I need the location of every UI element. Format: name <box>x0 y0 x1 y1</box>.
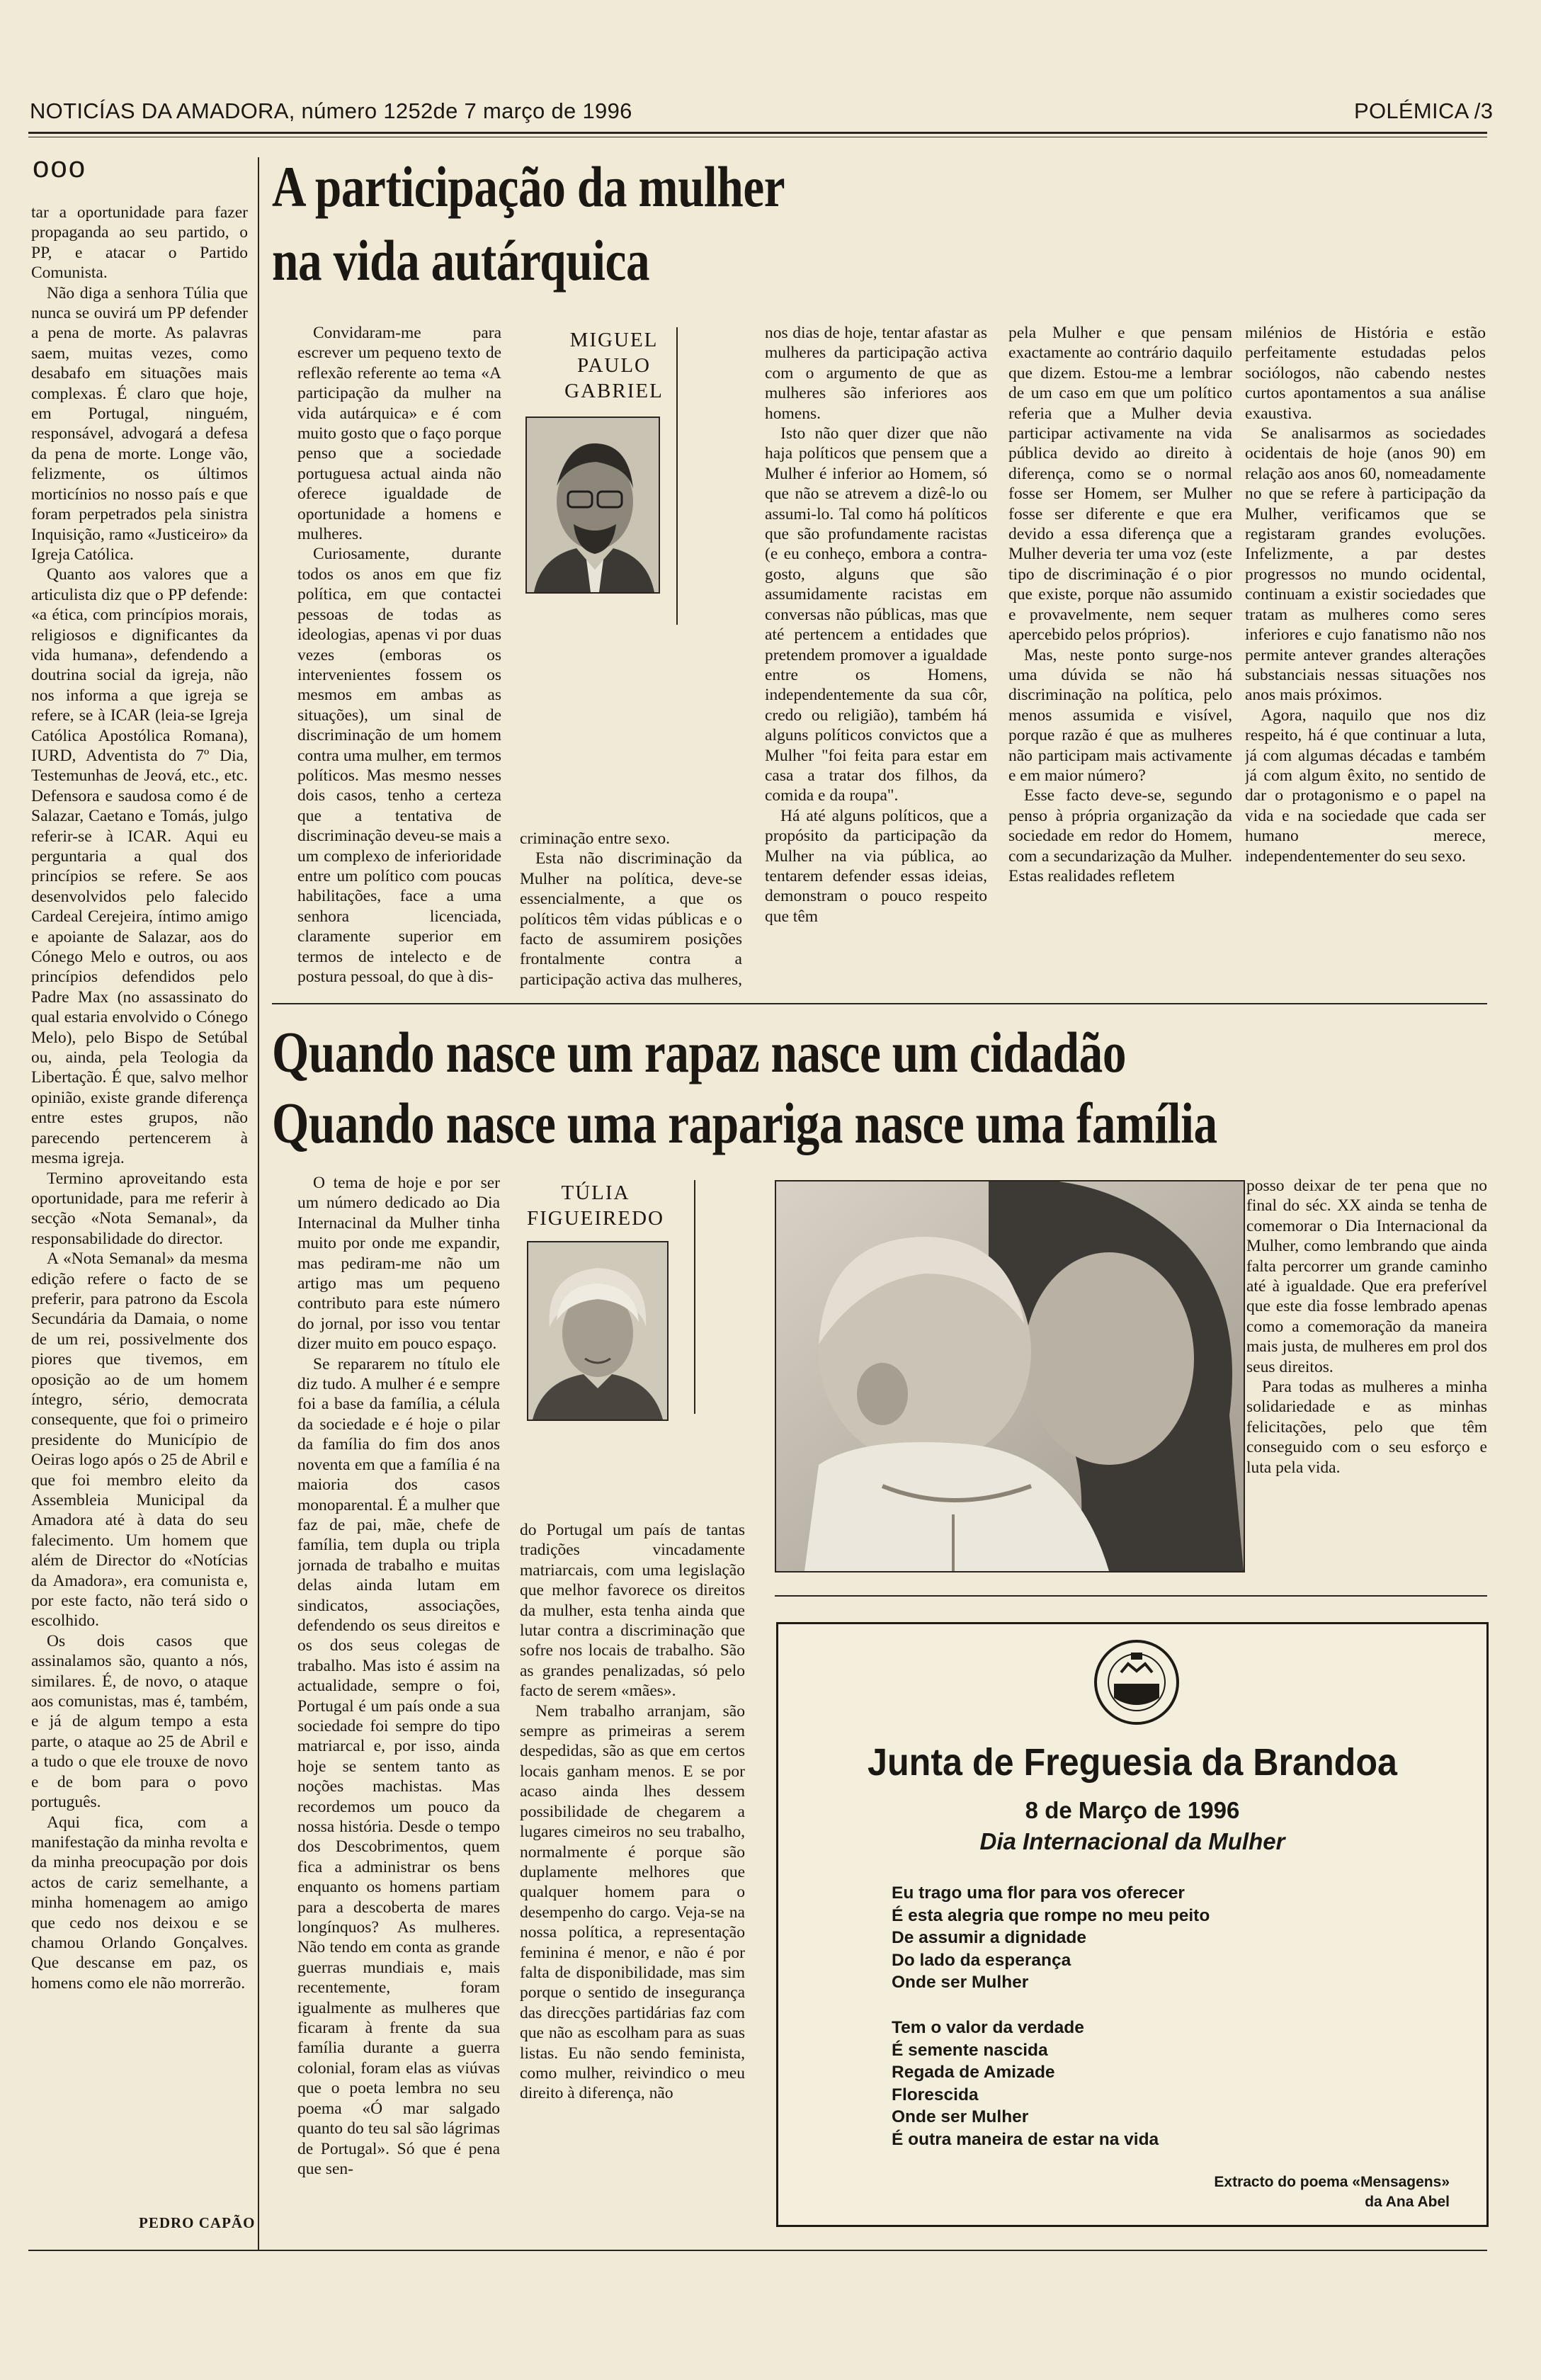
article2-byline: TÚLIA FIGUEIREDO <box>527 1182 664 1230</box>
article2-paragraph: Se repararem no título ele diz tudo. A mulher é e sempre foi a base da família, a célula da sociedade e é hoje o pilar da família do fim dos anos noventa em que a família é na maioria dos casos monoparental. É a mulher que faz de pai, mãe, chefe de família, tem dupla ou tripla jornada de trabalho e muitas delas ainda lutam em sindicatos, associações, defendendo os seus direitos e os dos seus colegas de trabalho. Mas isto é assim na actualidade, sempre o foi, Portugal é um país onde a sua sociedade foi sempre do tipo matriarcal e, por isso, ainda hoje se sentem tanto as noções machistas. Mas recordemos um pouco da nossa história. Desde o tempo dos Descobrimentos, quem fica a administrar os bens enquanto os homens partiam para a descoberta de mares longínquos? As mulheres. Não tendo em conta as grande guerras mundiais e, mais recentemente, foram igualmente as mulheres que ficaram à frente da sua família durante a guerra colonial, foram elas as viúvas que o poeta lembra no seu poema «Ó mar salgado quanto do teu sal são lágrimas de Portugal». Só que é pena que sen- <box>297 1354 500 2178</box>
junta-freguesia-brandoa-ad <box>776 1622 1489 2227</box>
byline-rule <box>676 327 678 625</box>
ad-subtitle: Dia Internacional da Mulher <box>979 1828 1285 1854</box>
left-article-paragraph: tar a oportunidade para fazer propaganda ao seu partido, o PP, e atacar o Partido Comunista. <box>31 203 248 283</box>
section-divider <box>272 1003 1487 1004</box>
poem-line: Do lado da esperança <box>892 1950 1071 1970</box>
left-article-signature: PEDRO CAPÃO <box>139 2214 256 2231</box>
continuation-ornament: ooo <box>33 150 87 183</box>
article1-column-1 <box>297 323 501 992</box>
poem-line: Onde ser Mulher <box>892 1973 1029 1992</box>
article2-column-3 <box>1246 1176 1487 1558</box>
ad-poem-stanza-1 <box>892 1882 1210 1994</box>
article2-paragraph: Nem trabalho arranjam, são sempre as primeiras a serem despedidas, são as que em certos locais ganham menos. E se por acaso ainda lhes dessem possibilidade de chegarem a lugares cimeiros no seu trabalho, normalmente é porque são duplamente melhores que qualquer homem para o desempenho do cargo. Veja-se na nossa política, a representação feminina é menor, e não é por falta de disponibilidade, mas sim porque o sentido de insegurança das direcções partidárias faz com que não as escolham para as suas listas. Eu não sendo feminista, como mulher, reivindico o meu direito à diferença, não <box>520 1701 745 2103</box>
poem-line: Tem o valor da verdade <box>892 2018 1084 2037</box>
article1-paragraph: Isto não quer dizer que não haja políticos que pensem que a Mulher é inferior ao Homem, só que não se atrevem a dizê-lo ou assumi-lo. Tal como há políticos que são profundamente racistas (e eu conheço, embora a contra-gosto, alguns que são assumidamente racistas em conversas não públicas, mas que até pertencem a entidades que pretendem promover a igualdade entre os Homens, independentemente da sua côr, credo ou religião), também há alguns políticos convictos que a Mulher "foi feita para estar em casa a tratar dos filhos, da comida e da roupa". <box>765 424 987 805</box>
article2-paragraph: Para todas as mulheres a minha solidariedade e as minhas felicitações, pelo que têm conseguido com o seu esforço e luta pela vida. <box>1246 1378 1487 1477</box>
poem-line: É outra maneira de estar na vida <box>892 2129 1159 2149</box>
left-article-paragraph: Termino aproveitando esta oportunidade, para me referir à secção «Nota Semanal», da responsabilidade do director. <box>31 1169 248 1248</box>
ad-credit-line: da Ana Abel <box>1365 2194 1450 2210</box>
article1-paragraph: Mas, neste ponto surge-nos uma dúvida se não há discriminação na política, pelo menos assumida e visível, porque razão é que as mulheres não participam mais activamente e em maior número? <box>1008 645 1232 785</box>
article1-column-5 <box>1245 323 1486 992</box>
article1-paragraph: milénios de História e estão perfeitamente estudadas pelos sociólogos, não cabendo nestes curtos apontamentos a sua análise exaustiva. <box>1245 324 1486 423</box>
article2-paragraph: do Portugal um país de tantas tradições vincadamente matriarcais, com uma legislação que melhor favorece os direitos da mulher, esta tenha ainda que lutar contra a discriminação que sofre nos locais de trabalho. São as grandes penalizadas, só pelo facto de serem «mães». <box>520 1521 745 1701</box>
article2-headline-line1: Quando nasce um rapaz nasce um cidadão <box>272 1020 1127 1084</box>
article2-column-1 <box>297 1173 500 2221</box>
left-article-paragraph: Os dois casos que assinalamos são, quanto a nós, similares. É, de novo, o ataque aos comunistas, mas é, também, e já de algum tempo a esta parte, o ataque ao 25 de Abril e a tudo o que ele trouxe de novo e de bom para o povo português. <box>31 1631 248 1812</box>
article2-headline-line2: Quando nasce uma rapariga nasce uma família <box>272 1091 1217 1155</box>
article1-paragraph: pela Mulher e que pensam exactamente ao contrário daquilo que dizem. Estou-me a lembrar de um caso em que um político referia que a Mulher devia participar activamente na vida pública devido ao direito à diferença, como se o normal fosse ser Homem, ser Mulher fosse ser diferente e que era devido a essa diferença que a Mulher deveria ter uma voz (este tipo de discriminação é o pior que existe, porque não assumido e provavelmente, nem sequer apercebido pelos próprios). <box>1008 324 1232 645</box>
ad-date: 8 de Março de 1996 <box>1025 1797 1240 1823</box>
mother-and-child-photo <box>775 1180 1245 1572</box>
poem-line: Regada de Amizade <box>892 2063 1055 2082</box>
left-article-paragraph: Aqui fica, com a manifestação da minha revolta e da minha preocupação por dois actos de cariz semelhante, a minha homenagem ao amigo que cedo nos deixou e se chamou Orlando Gonçalves. Que descanse em paz, os homens como ele não morrerão. <box>31 1813 248 1993</box>
author-photo-tulia-figueiredo <box>527 1241 669 1421</box>
author-photo-miguel-paulo-gabriel <box>525 416 660 594</box>
article2-paragraph: posso deixar de ter pena que no final do séc. XX ainda se tenha de comemorar o Dia Internacional da Mulher, como lembrando que ainda falta percorrer um grande caminho até à igualdade. Que era preferível que este dia fosse lembrado apenas como a comemoração da maneira mais justa, de mulheres em prol dos seus direitos. <box>1246 1177 1487 1376</box>
page-header-right: POLÉMICA /3 <box>1354 98 1494 123</box>
left-article-paragraph: Quanto aos valores que a articulista diz que o PP defende: «a ética, com princípios morais, religiosos e dignificantes da vida humana», defendendo a doutrina social da igreja, não nos informa a que igreja se refere, se à ICAR (leia-se Igreja Católica Apostólica Romana), IURD, Adventista do 7º Dia, Testemunhas de Jeová, etc., etc. Defensora e saudosa como é de Salazar, Caetano e Tomás, julgo referir-se à ICAR. Aqui eu perguntaria a qual dos princípios se refere. Se aos desenvolvidos pelo falecido Cardeal Cerejeira, íntimo amigo e apoiante de Salazar, aos do Cónego Melo e outros, ou aos princípios defendidos pelo Padre Max (no assassinato do qual estaria envolvido o Cónego Melo), pelo Bispo de Setúbal ou, ainda, pela Teologia da Libertação. É que, salvo melhor opinião, existe grande diferença entre estes grupos, não parecendo pertencerem à mesma igreja. <box>31 565 248 1168</box>
article1-byline: MIGUEL PAULO GABRIEL <box>564 329 664 402</box>
article1-headline-line1: A participação da mulher <box>272 154 785 219</box>
ad-credit-line: Extracto do poema «Mensagens» <box>1214 2174 1450 2190</box>
poem-line: É semente nascida <box>892 2040 1048 2060</box>
article1-paragraph: criminação entre sexo. <box>520 829 671 848</box>
article1-column-2 <box>520 829 742 992</box>
ad-poem-stanza-2 <box>892 2017 1159 2150</box>
header-rule <box>28 132 1487 134</box>
poem-line: Florescida <box>892 2085 979 2104</box>
poem-line: Eu trago uma flor para vos oferecer <box>892 1883 1185 1903</box>
left-article-paragraph: Não diga a senhora Túlia que nunca se ouvirá um PP defender a pena de morte. As palavras saem, muitas vezes, como desabafo em situações mais complexas. É claro que hoje, em Portugal, ninguém, responsável, advogará a defesa da pena de morte. Longe vão, felizmente, os últimos morticínios no nosso país e que foram perpetrados pela sinistra Inquisição, ramo «Justiceiro» da Igreja Católica. <box>31 283 248 564</box>
poem-line: De assumir a dignidade <box>892 1928 1087 1947</box>
article2-paragraph: O tema de hoje e por ser um número dedicado ao Dia Internacinal da Mulher tinha muito por onde me expandir, mas pediram-me não um artigo mas um pequeno contributo para este número do jornal, por isso vou tentar dizer muito em pouco espaço. <box>297 1174 500 1354</box>
junta-seal-icon <box>1093 1638 1181 1726</box>
article1-column-3 <box>765 323 987 992</box>
byline-rule <box>694 1180 695 1414</box>
page-header-left: NOTICÍAS DA AMADORA, número 1252de 7 março de 1996 <box>30 98 632 123</box>
left-article-column <box>31 203 248 2179</box>
article2-column-2 <box>520 1520 745 2221</box>
ad-title: Junta de Freguesia da Brandoa <box>868 1741 1397 1784</box>
article1-paragraph: Convidaram-me para escrever um pequeno texto de reflexão referente ao tema «A participação da mulher na vida autárquica» e é com muito gosto que o faço porque penso que a sociedade portuguesa actual ainda não oferece igualdade de oportunidade a homens e mulheres. <box>297 324 501 544</box>
article1-headline-line2: na vida autárquica <box>272 228 650 293</box>
left-article-paragraph: A «Nota Semanal» da mesma edição refere o facto de se preferir, para patrono da Escola Secundária da Damaia, o nome de um rei, possivelmente dos piores que tivemos, em oposição ao de um homem íntegro, sério, democrata consequente, que foi o primeiro presidente do Município de Oeiras logo após o 25 de Abril e que foi membro eleito da Assembleia Municipal da Amadora até à data do seu falecimento. Um homem que além de Director do «Notícias da Amadora», era comunista e, por este facto, não terá sido o escolhido. <box>31 1250 248 1631</box>
article1-paragraph: Há até alguns políticos, que a propósito da participação da Mulher na via pública, ao tentarem defender essas ideias, demonstram o pouco respeito que têm <box>765 806 987 926</box>
article1-column-4 <box>1008 323 1232 992</box>
article1-paragraph: Agora, naquilo que nos diz respeito, há é que continuar a luta, já com algumas décadas e também já com algum êxito, no sentido de dar o protagonismo e o papel na vida e na sociedade que cada ser humano merece, independentementer do seu sexo. <box>1245 706 1486 866</box>
article1-paragraph: Se analisarmos as sociedades ocidentais de hoje (anos 90) em relação aos anos 60, nomeadamente no que se refere à participação da Mulher, verificamos que se registaram grandes evoluções. Infelizmente, a par destes progressos no mundo ocidental, continuam a existir sociedades que tratam as mulheres como seres inferiores e cujo fanatismo não nos permite antever grandes alterações substanciais nessas situações nos anos mais próximos. <box>1245 424 1486 705</box>
article1-paragraph: Esse facto deve-se, segundo penso à própria organização da sociedade em redor do Homem, com a secundarização da Mulher. Estas realidades refletem <box>1008 786 1232 885</box>
page-bottom-rule <box>28 2250 1487 2251</box>
article1-paragraph: nos dias de hoje, tentar afastar as mulheres da participação activa com o argumento de que as mulheres são inferiores aos homens. <box>765 324 987 423</box>
column-divider <box>258 157 259 2250</box>
ad-poem-credit <box>1214 2172 1450 2212</box>
poem-line: É esta alegria que rompe no meu peito <box>892 1905 1210 1925</box>
article1-paragraph: Esta não discriminação da Mulher na política, deve-se essencialmente, a que os políticos têm vidas públicas e o facto de assumirem posições frontalmente contra a participação activa das mulheres, <box>520 849 742 989</box>
ad-top-divider <box>775 1595 1487 1597</box>
article1-paragraph: Curiosamente, durante todos os anos em que fiz política, em que contactei pessoas de todas as ideologias, apenas vi por duas vezes (emboras os intervenientes fossem os mesmos em ambas as situações), um sinal de discriminação de um homem contra uma mulher, em termos políticos. Mas mesmo nesses dois casos, tenho a certeza que a tentativa de discriminação deveu-se mais a um complexo de inferioridade entre um político com poucas habilitações, face a uma senhora licenciada, claramente superior em termos de intelecto e de postura pessoal, do que à dis- <box>297 545 501 986</box>
poem-line: Onde ser Mulher <box>892 2107 1029 2126</box>
